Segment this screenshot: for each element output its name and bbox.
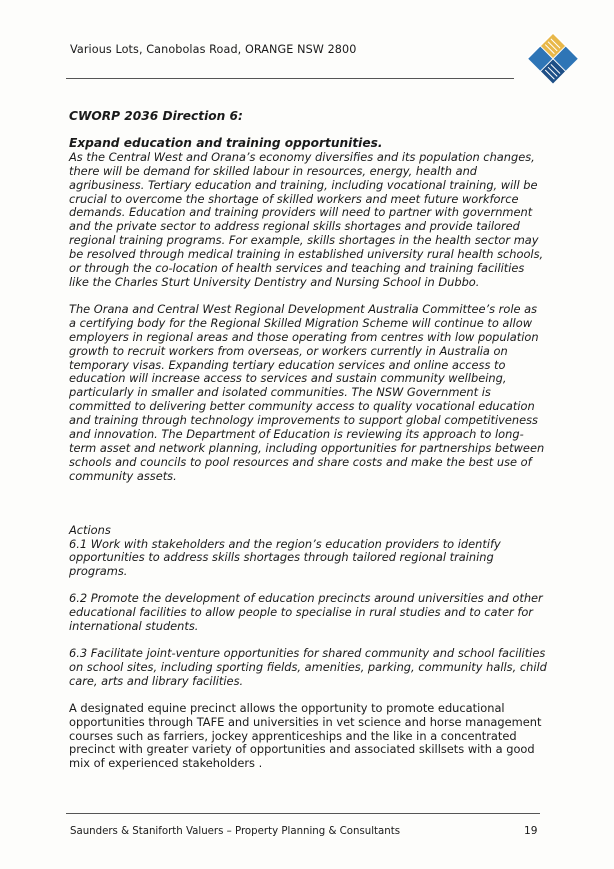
- footer-divider: [66, 813, 540, 814]
- paragraph-economy: As the Central West and Orana’s economy diversifies and its population changes, there will be demand for skilled labour in resources, energy, health and agribusiness. Tertiary education and training, including vocational training, will be crucial to overcome the shortage of skilled workers and meet future workforce demands. Education and training providers will need to partner with government and the private sector to address regional skills shortages and provide tailored regional training programs. For example, skills shortages in the health sector may be resolved through medical training in established university rural health schools, or through the co-location of health services and teaching and training facilities like the Charles Sturt University Dentistry and Nursing School in Dubbo.: [69, 149, 544, 289]
- action-6-2: 6.2 Promote the development of education precincts around universities and other educational facilities to allow people to specialise in rural studies and to cater for international students.: [69, 591, 543, 634]
- company-logo-icon: [527, 32, 579, 84]
- page-number: 19: [524, 825, 538, 837]
- paragraph-equine-precinct: A designated equine precinct allows the opportunity to promote educational opportunities through TAFE and universities in vet science and horse management courses such as farriers, jockey apprenticeships and the like in a concentrated precinct with greater variety of opportunities and associated skillsets with a good mix of experienced stakeholders .: [69, 700, 542, 771]
- footer-company: Saunders & Staniforth Valuers – Property Planning & Consultants: [70, 826, 401, 837]
- header-divider: [66, 78, 514, 79]
- actions-label: Actions: [69, 522, 111, 537]
- direction-heading: CWORP 2036 Direction 6:: [69, 109, 243, 123]
- paragraph-rda-committee: The Orana and Central West Regional Development Australia Committee’s role as a certifying body for the Regional Skilled Migration Scheme will continue to allow employers in regional areas and those operating from centres with low population growth to recruit workers from overseas, or workers currently in Australia on temporary visas. Expanding tertiary education services and online access to education will increase access to services and sustain community wellbeing, particularly in smaller and isolated communities. The NSW Government is committed to delivering better community access to quality vocational education and training through technology improvements to support global competitiveness and innovation. The Department of Education is reviewing its approach to long-term asset and network planning, including opportunities for partnerships between schools and councils to pool resources and share costs and make the best use of community assets.: [69, 301, 545, 483]
- page-body: [69, 110, 547, 771]
- action-6-1: 6.1 Work with stakeholders and the region’s education providers to identify opportunities to address skills shortages through tailored regional training programs.: [69, 536, 501, 579]
- expand-heading: Expand education and training opportunities.: [69, 135, 383, 150]
- header-address: Various Lots, Canobolas Road, ORANGE NSW 2800: [70, 43, 357, 56]
- action-6-3: 6.3 Facilitate joint-venture opportunities for shared community and school facilities on school sites, including sporting fields, amenities, parking, community halls, child care, arts and library facilities.: [69, 646, 547, 688]
